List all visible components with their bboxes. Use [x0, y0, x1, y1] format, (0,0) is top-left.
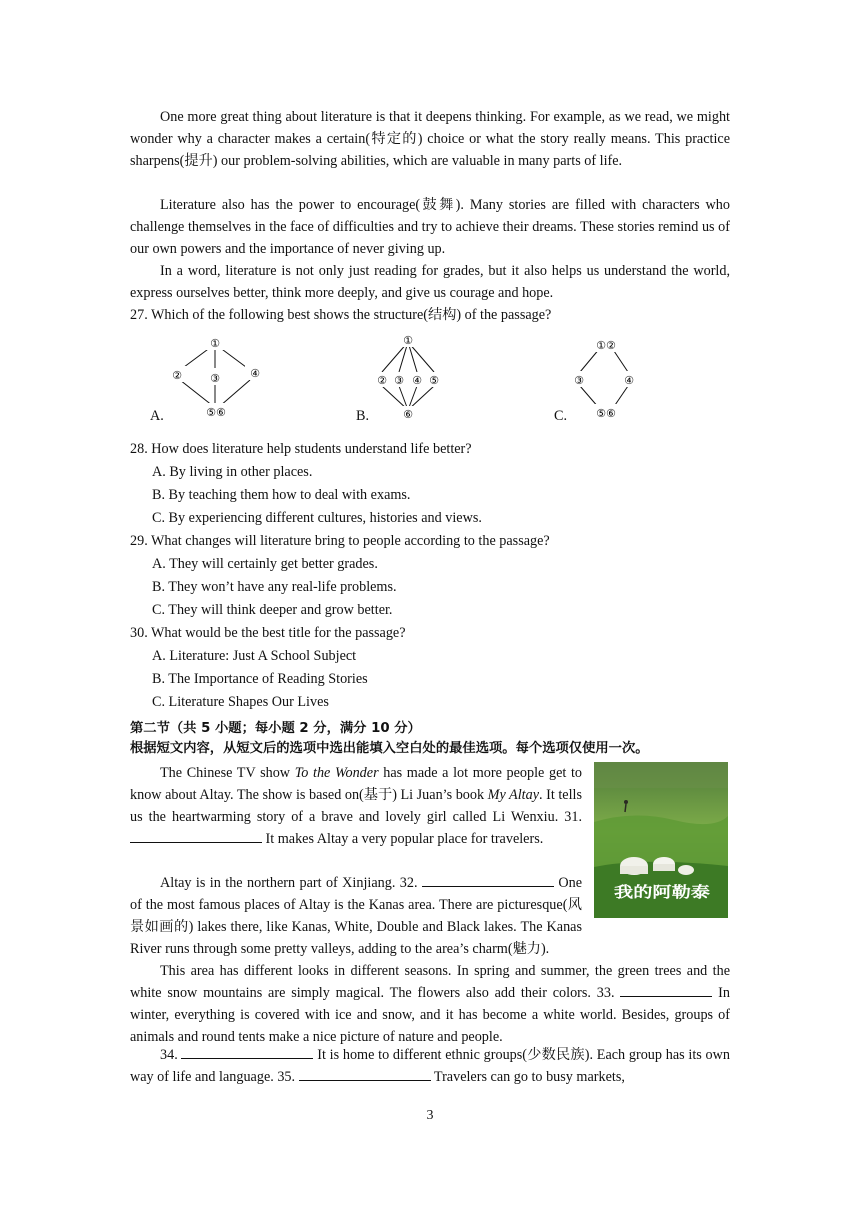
diagram-b-node-3: ③: [394, 374, 404, 387]
diagram-b-node-bottom: ⑥: [403, 408, 413, 421]
diagram-a-node-bottom: ⑤⑥: [206, 406, 226, 419]
page-number: 3: [426, 1108, 434, 1123]
diagram-c-node-left: ③: [574, 374, 584, 387]
diagram-a-node-left: ②: [172, 369, 182, 382]
diagram-b-node-4: ④: [412, 374, 422, 387]
altay-paragraph-4: 34. It is home to different ethnic groups(少数民族). Each group has its own way of life and language. 35. Travelers can go to busy markets,: [130, 1044, 730, 1088]
question-29-option-c[interactable]: C. They will think deeper and grow better.: [152, 602, 393, 618]
diagram-b-node-5: ⑤: [429, 374, 439, 387]
diagram-c-node-right: ④: [624, 374, 634, 387]
passage-paragraph-encourage: Literature also has the power to encourage(鼓舞). Many stories are filled with characters who challenge themselves in the face of difficulties and try to achieve their dreams. These stories remind us of our own powers and the importance of never giving up.: [130, 197, 730, 257]
question-27-stem: 27. Which of the following best shows the structure(结构) of the passage?: [130, 307, 552, 323]
book-title: My Altay: [487, 787, 540, 803]
question-30-option-c[interactable]: C. Literature Shapes Our Lives: [152, 694, 329, 710]
diagram-b-node-top: ①: [403, 334, 413, 347]
section-2-heading: 第二节（共 5 小题；每小题 2 分，满分 10 分）: [130, 721, 421, 736]
structure-diagram-b: [368, 330, 448, 424]
question-27-option-a[interactable]: A.: [150, 408, 164, 424]
photo-title-text: 我的阿勒泰: [614, 883, 710, 901]
blank-31[interactable]: [130, 828, 262, 843]
section-2-instruction: 根据短文内容，从短文后的选项中选出能填入空白处的最佳选项。每个选项仅使用一次。: [130, 741, 649, 756]
blank-34[interactable]: [181, 1044, 313, 1059]
structure-diagram-c: [566, 334, 646, 424]
question-29-stem: 29. What changes will literature bring to people according to the passage?: [130, 533, 550, 549]
blank-35[interactable]: [299, 1066, 431, 1081]
altay-paragraph-2: Altay is in the northern part of Xinjiang. 32. One of the most famous places of Altay is the Kanas area. There are picturesque(风景如画的) lakes there, like Kanas, White, Double and Black lakes. The Kanas River runs through some pretty valleys, adding to the area’s charm(魅力).: [130, 872, 582, 960]
question-28-option-c[interactable]: C. By experiencing different cultures, histories and views.: [152, 510, 482, 526]
question-28-stem: 28. How does literature help students understand life better?: [130, 441, 472, 457]
structure-diagram-a: [150, 332, 290, 424]
diagram-c-node-bottom: ⑤⑥: [596, 407, 616, 420]
question-28-option-b[interactable]: B. By teaching them how to deal with exams.: [152, 487, 411, 503]
question-29-option-b[interactable]: B. They won’t have any real-life problems.: [152, 579, 397, 595]
question-30-stem: 30. What would be the best title for the passage?: [130, 625, 406, 641]
diagram-c-node-top: ①②: [596, 339, 616, 352]
diagram-a-node-mid: ③: [210, 372, 220, 385]
passage-paragraph-conclusion: In a word, literature is not only just reading for grades, but it also helps us understand the world, express ourselves better, think more deeply, and give us courage and hope.: [130, 263, 730, 301]
question-30-option-b[interactable]: B. The Importance of Reading Stories: [152, 671, 368, 687]
question-28-option-a[interactable]: A. By living in other places.: [152, 464, 313, 480]
question-27-option-c[interactable]: C.: [554, 408, 568, 424]
show-title: To the Wonder: [294, 765, 379, 781]
question-27-option-b[interactable]: B.: [356, 408, 370, 424]
blank-32[interactable]: [422, 872, 554, 887]
diagram-a-node-right: ④: [250, 367, 260, 380]
my-altay-photo: [594, 762, 728, 918]
passage-paragraph-deepens-thinking: One more great thing about literature is that it deepens thinking. For example, as we read, we might wonder why a character makes a certain(特定的) choice or what the story really means. This practice sharpens(提升) our problem-solving abilities, which are valuable in many parts of life.: [130, 109, 730, 169]
diagram-b-node-2: ②: [377, 374, 387, 387]
altay-paragraph-3: This area has different looks in different seasons. In spring and summer, the green trees and the white snow mountains are simply magical. The flowers also add their colors. 33. In winter, everything is covered with ice and snow, and it has become a white world. Besides, groups of animals and round tents make a nice picture of nature and people.: [130, 963, 731, 1045]
question-30-option-a[interactable]: A. Literature: Just A School Subject: [152, 648, 357, 664]
diagram-a-node-top: ①: [210, 337, 220, 350]
blank-33[interactable]: [620, 982, 712, 997]
question-29-option-a[interactable]: A. They will certainly get better grades.: [152, 556, 378, 572]
altay-paragraph-1: The Chinese TV show To the Wonder has made a lot more people get to know about Altay. The show is based on(基于) Li Juan’s book My Altay. It tells us the heartwarming story of a brave and lovely girl called Li Wenxiu. 31. It makes Altay a very popular place for travelers.: [130, 765, 582, 847]
